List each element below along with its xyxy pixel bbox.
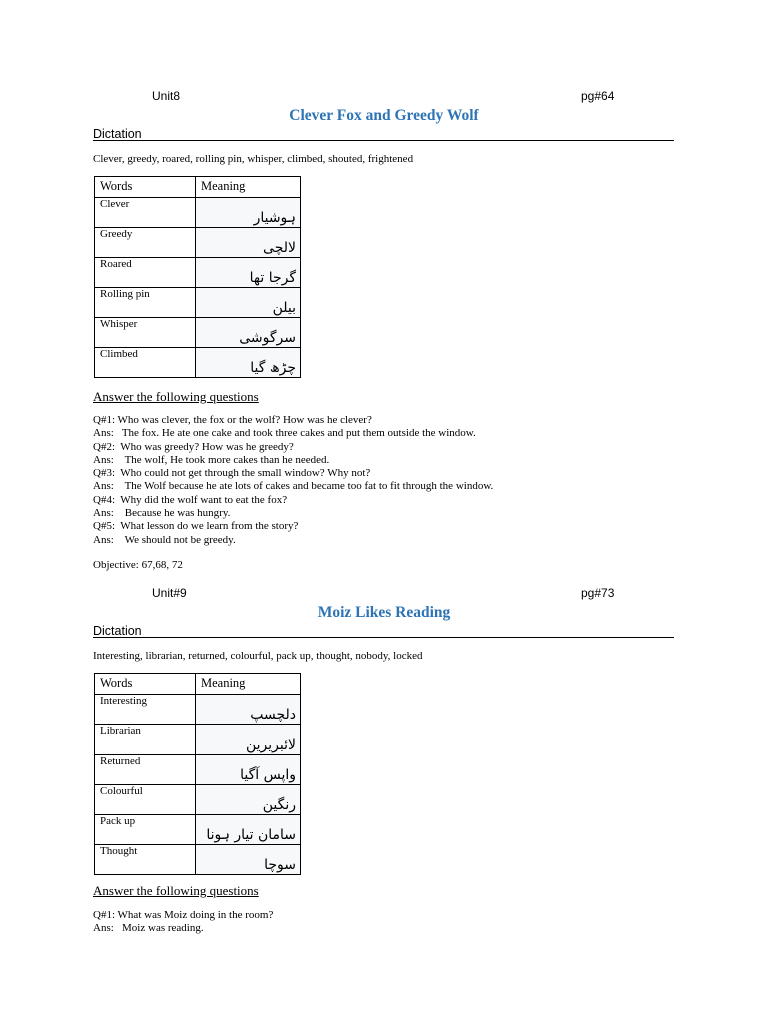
word-cell: Greedy: [95, 228, 196, 258]
urdu-meaning: گرجا تھا: [249, 270, 296, 286]
urdu-meaning: سامان تیار ہونا: [206, 827, 296, 843]
qa-line: Ans: Moiz was reading.: [93, 922, 204, 935]
qa-line: Q#1: Who was clever, the fox or the wolf? How was he clever?: [93, 414, 372, 426]
qa-line: Ans: Because he was hungry.: [93, 507, 231, 520]
table-row: [95, 815, 301, 845]
word-cell: Whisper: [95, 318, 196, 348]
table-row: [95, 348, 301, 378]
dictation-words: Clever, greedy, roared, rolling pin, whisper, climbed, shouted, frightened: [93, 153, 414, 165]
table-row: [95, 228, 301, 258]
questions-heading: Answer the following questions: [93, 883, 259, 898]
word-cell: Climbed: [95, 348, 196, 378]
table-row: [95, 258, 301, 288]
word-cell: Rolling pin: [95, 288, 196, 318]
meaning-column-header: Meaning: [196, 177, 301, 198]
meaning-cell: [196, 318, 301, 348]
meaning-cell: [196, 755, 301, 785]
qa-line: Q#2: Who was greedy? How was he greedy?: [93, 440, 294, 453]
qa-line: Ans: We should not be greedy.: [93, 533, 236, 546]
dictation-heading: Dictation: [93, 127, 142, 141]
questions-answers: [93, 909, 273, 936]
vocabulary-table: [94, 673, 301, 875]
urdu-meaning: بیلن: [272, 300, 296, 316]
table-row: [95, 845, 301, 875]
heading-rule: [93, 637, 674, 638]
questions-answers: [93, 414, 493, 547]
qa-line: Ans: The wolf, He took more cakes than he needed.: [93, 453, 330, 466]
table-row: [95, 725, 301, 755]
qa-line: Q#3: Who could not get through the small window? Why not?: [93, 467, 371, 480]
heading-rule: [93, 140, 674, 141]
urdu-meaning: لالچی: [263, 240, 296, 256]
meaning-cell: [196, 228, 301, 258]
lesson-title: Clever Fox and Greedy Wolf: [289, 107, 479, 124]
dictation-heading: Dictation: [93, 624, 142, 638]
words-column-header: Words: [95, 674, 196, 695]
qa-line: Q#5: What lesson do we learn from the story?: [93, 520, 299, 533]
page-number: pg#64: [581, 89, 615, 103]
words-column-header: Words: [95, 177, 196, 198]
qa-line: Q#4: Why did the wolf want to eat the fox?: [93, 493, 288, 506]
unit-label: Unit8: [152, 89, 181, 103]
questions-heading: Answer the following questions: [93, 389, 259, 404]
meaning-cell: [196, 725, 301, 755]
table-header-row: [95, 177, 301, 198]
urdu-meaning: دلچسپ: [250, 707, 296, 723]
urdu-meaning: سرگوشی: [239, 330, 296, 346]
table-row: [95, 695, 301, 725]
urdu-meaning: چڑھ گیا: [250, 360, 296, 376]
table-row: [95, 785, 301, 815]
word-cell: Pack up: [95, 815, 196, 845]
meaning-cell: [196, 695, 301, 725]
meaning-cell: [196, 288, 301, 318]
urdu-meaning: ہوشیار: [253, 210, 296, 226]
objective-line: Objective: 67,68, 72: [93, 559, 183, 571]
vocabulary-table: [94, 176, 301, 378]
word-cell: Roared: [95, 258, 196, 288]
page-number: pg#73: [581, 586, 615, 600]
qa-line: Q#1: What was Moiz doing in the room?: [93, 909, 274, 921]
meaning-cell: [196, 198, 301, 228]
meaning-cell: [196, 348, 301, 378]
table-row: [95, 198, 301, 228]
dictation-words: Interesting, librarian, returned, colourful, pack up, thought, nobody, locked: [93, 650, 423, 662]
table-row: [95, 318, 301, 348]
meaning-cell: [196, 845, 301, 875]
word-cell: Clever: [95, 198, 196, 228]
meaning-cell: [196, 815, 301, 845]
urdu-meaning: سوچا: [264, 857, 296, 873]
word-cell: Interesting: [95, 695, 196, 725]
word-cell: Colourful: [95, 785, 196, 815]
urdu-meaning: واپس آگیا: [240, 767, 296, 783]
urdu-meaning: رنگین: [262, 797, 296, 813]
word-cell: Librarian: [95, 725, 196, 755]
meaning-cell: [196, 258, 301, 288]
word-cell: Returned: [95, 755, 196, 785]
table-row: [95, 288, 301, 318]
word-cell: Thought: [95, 845, 196, 875]
urdu-meaning: لائبریرین: [245, 737, 296, 753]
table-header-row: [95, 674, 301, 695]
unit-label: Unit#9: [152, 586, 187, 600]
qa-line: Ans: The fox. He ate one cake and took three cakes and put them outside the window.: [93, 427, 476, 440]
table-row: [95, 755, 301, 785]
meaning-cell: [196, 785, 301, 815]
meaning-column-header: Meaning: [196, 674, 301, 695]
qa-line: Ans: The Wolf because he ate lots of cakes and became too fat to fit through the window.: [93, 480, 494, 493]
lesson-title: Moiz Likes Reading: [317, 604, 451, 621]
